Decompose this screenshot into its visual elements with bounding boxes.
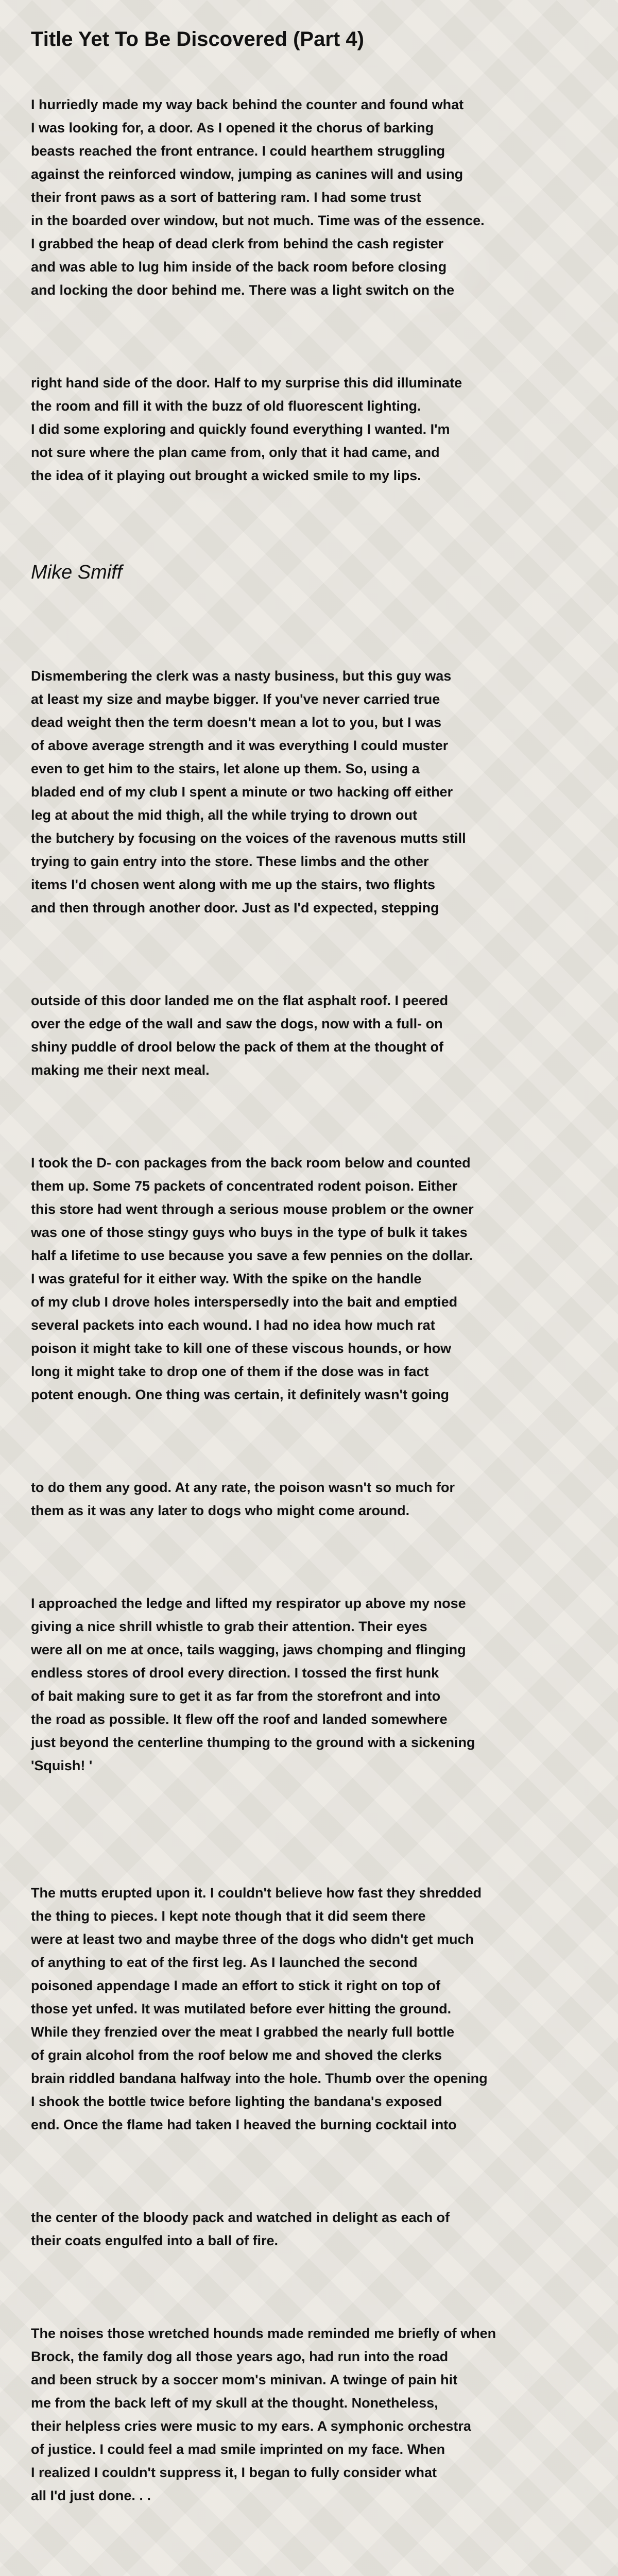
poem-body — [31, 70, 587, 511]
stanza: I hurriedly made my way back behind the counter and found what I was looking for, a door. As I opened it the chorus of barking beasts reached the front entrance. I could hearthem struggling against the reinforced window, jumping as canines will and using their front paws as a sort of battering ram. I had some trust in the boarded over window, but not much. Time was of the essence. I grabbed the heap of dead clerk from behind the cash register and was able to lug him inside of the back room before closing and locking the door behind me. There was a light switch on the — [31, 97, 485, 298]
stanza-gap — [31, 2531, 587, 2554]
stanza-gap — [31, 1430, 587, 1453]
stanza-gap — [31, 1546, 587, 1569]
stanza-gap — [31, 325, 587, 348]
stanza-gap — [31, 1801, 587, 1858]
stanza-gap — [31, 1105, 587, 1128]
stanza: I approached the ledge and lifted my respirator up above my nose giving a nice shrill whistle to grab their attention. Their eyes were all on me at once, tails wagging, jaws chomping and flinging endless stores of drool every direction. I tossed the first hunk of bait making sure to get it as far from the storefront and into the road as possible. It flew off the roof and landed somewhere just beyond the centerline thumping to the ground with a sickening 'Squish! ' — [31, 1596, 475, 1773]
poem-body-continued — [31, 641, 587, 2576]
stanza: outside of this door landed me on the flat asphalt roof. I peered over the edge of the wall and saw the dogs, now with a full- on shiny puddle of drool below the pack of them at the thought of making me their next meal. — [31, 993, 449, 1078]
stanza: to do them any good. At any rate, the poison wasn't so much for them as it was any later to dogs who might come around. — [31, 1480, 455, 1518]
stanza: I took the D- con packages from the back room below and counted them up. Some 75 packets of concentrated rodent poison. Either this store had went through a serious mouse problem or the owner was one of those stingy guys who buys in the type of bulk it takes half a lifetime to use because you save a few pennies on the dollar. I was grateful for it either way. With the spike on the handle of my club I drove holes interspersedly into the bait and emptied several packets into each wound. I had no idea how much rat poison it might take to kill one of these viscous hounds, or how long it might take to drop one of them if the dose was in fact potent enough. One thing was certain, it definitely wasn't going — [31, 1155, 474, 1402]
stanza: the center of the bloody pack and watched in delight as each of their coats engulfed into a ball of fire. — [31, 2210, 450, 2248]
stanza-gap — [31, 2276, 587, 2299]
stanza: The mutts erupted upon it. I couldn't believe how fast they shredded the thing to pieces. I kept note though that it did seem there were at least two and maybe three of the dogs who didn't get much of anything to eat of the first leg. As I launched the second poisoned appendage I made an effort to stick it right on top of those yet unfed. It was mutilated before ever hitting the ground. While they frenzied over the meat I grabbed the nearly full bottle of grain alcohol from the roof below me and shoved the clerks brain riddled bandana halfway into the hole. Thumb over the opening I shook the bottle twice before lighting the bandana's exposed end. Once the flame had taken I heaved the burning cocktail into — [31, 1885, 488, 2132]
author-name: Mike Smiff — [31, 562, 123, 583]
stanza: right hand side of the door. Half to my surprise this did illuminate the room and fill it with the buzz of old fluorescent lighting. I did some exploring and quickly found everything I wanted. I'm not sure where the plan came from, only that it had came, and the idea of it playing out brought a wicked smile to my lips. — [31, 375, 462, 483]
stanza: The noises those wretched hounds made reminded me briefly of when Brock, the family dog all those years ago, had run into the road and been struck by a soccer mom's minivan. A twinge of pain hit me from the back left of my skull at the thought. Nonetheless, their helpless cries were music to my ears. A symphonic orchestra of justice. I could feel a mad smile imprinted on my face. When I realized I couldn't suppress it, I began to fully consider what all I'd just done. . . — [31, 2326, 496, 2503]
stanza-gap — [31, 943, 587, 966]
poem-title: Title Yet To Be Discovered (Part 4) — [31, 28, 364, 50]
stanza-gap — [31, 2160, 587, 2183]
stanza: Dismembering the clerk was a nasty business, but this guy was at least my size and maybe bigger. If you've never carried true dead weight then the term doesn't mean a lot to you, but I was of above average strength and it was everything I could muster even to get him to the stairs, let alone up them. So, using a bladed end of my club I spent a minute or two hacking off either leg at about the mid thigh, all the while trying to drown out the butchery by focusing on the voices of the ravenous mutts still trying to gain entry into the store. These limbs and the other items I'd chosen went along with me up the stairs, two flights and then through another door. Just as I'd expected, stepping — [31, 668, 466, 916]
